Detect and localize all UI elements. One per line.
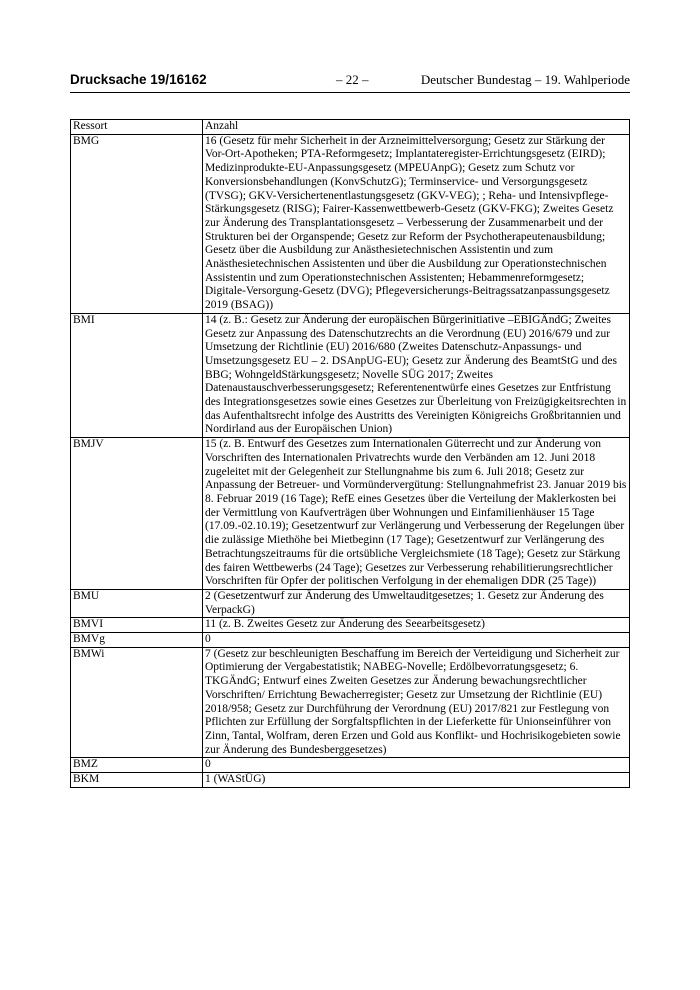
table-row: [71, 758, 630, 773]
anzahl-cell: 2 (Gesetzentwurf zur Änderung des Umweltauditgesetzes; 1. Gesetz zur Änderung des VerpackG): [203, 589, 630, 617]
document-number: [70, 72, 207, 87]
table-header-row: [71, 120, 630, 135]
ressort-table: [70, 119, 630, 788]
ressort-cell: BMVI: [71, 618, 203, 633]
table-row: [71, 134, 630, 313]
table-row: [71, 313, 630, 437]
anzahl-cell: 15 (z. B. Entwurf des Gesetzes zum Internationalen Güterrecht und zur Änderung von Vorschriften des Internationalen Privatrechts wurde den Verbänden am 12. Juni 2018 zugeleitet mit der Gelegenheit zur Stellungnahme bis zum 6. Juli 2018; Gesetz zur Anpassung der Betreuer- und Vormündervergütung: Stellungnahmefrist 23. Januar 2019 bis 8. Februar 2019 (16 Tage); RefE eines Gesetzes über die Verteilung der Maklerkosten bei der Vermittlung von Kaufverträgen über Wohnungen und Einfamilienhäuser 15 Tage (17.09.-02.10.19); Gesetzentwurf zur Verlängerung und Verbesserung der Regelungen über die zulässige Miethöhe bei Mietbeginn (17 Tage); Gesetzentwurf zur Verlängerung des Betrachtungszeitraums für die ortsübliche Vergleichsmiete (18 Tage); Gesetz zur Stärkung des fairen Wettbewerbs (24 Tage); Gesetzes zur Verbesserung rehabilitierungsrechtlicher Vorschriften für Opfer der politischen Verfolgung in der ehemaligen DDR (25 Tage)): [203, 438, 630, 590]
ressort-cell: BMZ: [71, 758, 203, 773]
anzahl-cell: 16 (Gesetz für mehr Sicherheit in der Arzneimittelversorgung; Gesetz zur Stärkung der Vor-Ort-Apotheken; PTA-Reformgesetz; Implantateregister-Errichtungsgesetz (EIRD); Medizinprodukte-EU-Anpassungsgesetz (MPEUAnpG); Gesetz zum Schutz vor Konversionsbehandlungen (KonvSchutzG); Terminservice- und Versorgungsgesetz (TVSG); GKV-Versichertenentlastungsgesetz (GKV-VEG); ; Reha- und Intensivpflege-Stärkungsgesetz (RISG); Fairer-Kassenwettbewerb-Gesetz (GKV-FKG); Zweites Gesetz zur Änderung des Transplantationsgesetz – Verbesserung der Zusammenarbeit und der Strukturen bei der Organspende; Gesetz zur Reform der Psychotherapeutenausbildung; Gesetz über die Ausbildung zur Anästhesietechnischen Assistentin und zum Anästhesietechnischen Assistenten und über die Ausbildung zur Operationstechnischen Assistentin und zum Operationstechnischen Assistenten; Hebammenreformgesetz; Digitale-Versorgung-Gesetz (DVG); Pflegeversicherungs-Beitragssatzanpassungsgesetz 2019 (BSAG)): [203, 134, 630, 313]
ressort-cell: BMJV: [71, 438, 203, 590]
anzahl-cell: 7 (Gesetz zur beschleunigten Beschaffung im Bereich der Verteidigung und Sicherheit zur Optimierung der Vergabestatistik; NABEG-Novelle; Erdölbevorratungsgesetz; 6. TKGÄndG; Entwurf eines Zweiten Gesetzes zur Änderung bewachungsrechtlicher Vorschriften/ Errichtung Bewacherregister; Gesetz zur Umsetzung der Richtlinie (EU) 2018/958; Gesetz zur Durchführung der Verordnung (EU) 2017/821 zur Festlegung von Pflichten zur Erfüllung der Sorgfaltspflichten in der Lieferkette für Unionseinführer von Zinn, Tantal, Wolfram, deren Erzen und Gold aus Konflikt- und Hochrisikogebieten sowie zur Änderung des Bundesberggesetzes): [203, 647, 630, 758]
anzahl-cell: 1 (WAStÜG): [203, 773, 630, 788]
table-row: [71, 618, 630, 633]
table-row: [71, 633, 630, 648]
ressort-cell: BMI: [71, 313, 203, 437]
table-row: [71, 647, 630, 758]
anzahl-cell: 0: [203, 758, 630, 773]
ressort-cell: BMVg: [71, 633, 203, 648]
page-header: [70, 72, 630, 93]
table-row: [71, 438, 630, 590]
column-header-ressort: Ressort: [71, 120, 203, 135]
anzahl-cell: 11 (z. B. Zweites Gesetz zur Änderung des Seearbeitsgesetz): [203, 618, 630, 633]
ressort-cell: BMWi: [71, 647, 203, 758]
document-number-value: 16162: [169, 72, 207, 87]
parliament-period: Deutscher Bundestag – 19. Wahlperiode: [420, 72, 630, 87]
ressort-cell: BKM: [71, 773, 203, 788]
table-row: [71, 773, 630, 788]
table-row: [71, 589, 630, 617]
anzahl-cell: 0: [203, 633, 630, 648]
ressort-cell: BMU: [71, 589, 203, 617]
ressort-cell: BMG: [71, 134, 203, 313]
document-number-prefix: Drucksache 19/: [70, 72, 170, 87]
anzahl-cell: 14 (z. B.: Gesetz zur Änderung der europäischen Bürgerinitiative –EBIGÄndG; Zweites Gesetz zur Anpassung des Datenschutzrechts an die Verordnung (EU) 2016/679 und zur Umsetzung der Richtlinie (EU) 2016/680 (Zweites Datenschutz-Anpassungs- und Umsetzungsgesetz EU – 2. DSAnpUG-EU); Gesetz zur Änderung des BeamtStG und des BBG; WohngeldStärkungsgesetz; Novelle SÜG 2017; Zweites Datenaustauschverbesserungsgesetz; Referentenentwürfe eines Gesetzes zur Entfristung des Integrationsgesetzes sowie eines Gesetzes zur Überleitung von Freizügigkeitsrechten in das Aufenthaltsrecht infolge des Austritts des Vereinigten Königreichs Großbritannien und Nordirland aus der Europäischen Union): [203, 313, 630, 437]
page-number: – 22 –: [336, 72, 369, 87]
column-header-anzahl: Anzahl: [203, 120, 630, 135]
